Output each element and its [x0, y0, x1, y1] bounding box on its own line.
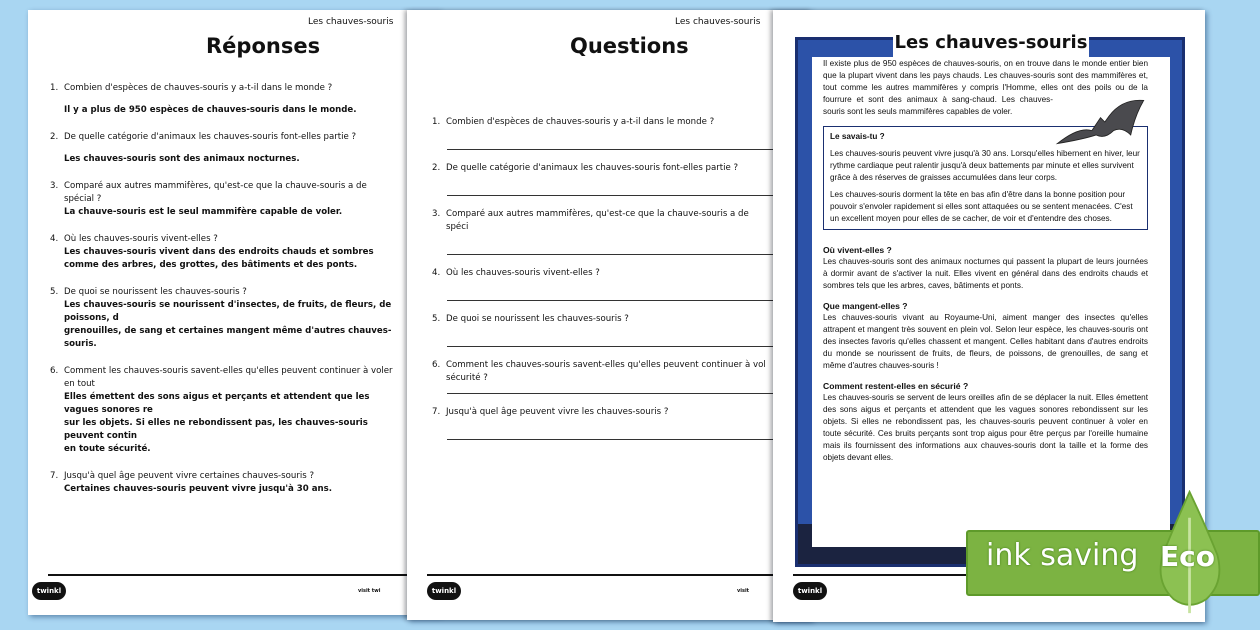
answer-list: [50, 82, 395, 510]
question-text: 1. Combien d'espèces de chauves-souris y a-t-il dans le monde ?: [432, 117, 715, 127]
section-text: Les chauves-souris sont des animaux nocturnes qui passent la plupart de leurs journées à dormir avant de s'activer la nuit. Elles vivent en général dans des endroits chauds et sombres tels que les arbres, caves, bâtiments et ponts.: [823, 257, 1148, 290]
answer-item: [50, 470, 395, 496]
question-item: [432, 208, 767, 255]
page-title: Réponses: [206, 34, 321, 58]
box-paragraph: Les chauves-souris dorment la tête en bas afin d'être dans la bonne position pour pouvoir s'envoler rapidement si elles sont attaquées ou se sentent menacées. C'est un excellent moyen pour elles de se cacher, de voir et d'entendre des choses.: [830, 190, 1133, 223]
question-list: [432, 116, 767, 452]
section-food: [823, 300, 1148, 372]
answer-text: en toute sécurité.: [64, 444, 151, 454]
intro-paragraph: Il existe plus de 950 espèces de chauves-souris, on en trouve dans le monde entier bien que la plupart vivent dans les pays chauds. Les chauves-souris sont des mammifères et, tout comme les autres mammifères y compris l'Homme, elles ont des poils ou de la fourrure et sont des animaux à sang-chaud. Les chauves-souris sont les seuls mammifères capables de voler.: [823, 59, 1148, 116]
answer-item: [50, 233, 395, 272]
answer-line[interactable]: [447, 149, 812, 150]
answer-text: Elles émettent des sons aigus et perçants et attendent que les vagues sonores re: [64, 392, 370, 415]
question-text: 6. Comment les chauves-souris savent-elles qu'elles peuvent continuer à vol: [432, 360, 766, 370]
section-habitat: [823, 244, 1148, 292]
answer-text: Les chauves-souris vivent dans des endroits chauds et sombres: [64, 247, 374, 257]
twinkl-logo: twinkl: [427, 582, 461, 600]
question-text: 6. Comment les chauves-souris savent-elles qu'elles peuvent continuer à voler en tout: [50, 366, 393, 389]
eco-label: Eco: [1160, 540, 1215, 573]
twinkl-logo: twinkl: [32, 582, 66, 600]
question-text: 7. Jusqu'à quel âge peuvent vivre les chauves-souris ?: [432, 407, 669, 417]
answer-line[interactable]: [447, 254, 812, 255]
question-item: [432, 359, 767, 394]
section-heading: Que mangent-elles ?: [823, 301, 908, 311]
ink-saving-label: ink saving: [986, 538, 1139, 573]
answer-line[interactable]: [447, 195, 812, 196]
answer-text: Les chauves-souris sont des animaux nocturnes.: [64, 154, 300, 164]
question-text: 1. Combien d'espèces de chauves-souris y a-t-il dans le monde ?: [50, 83, 333, 93]
question-text: 7. Jusqu'à quel âge peuvent vivre certaines chauves-souris ?: [50, 471, 315, 481]
answer-text: Il y a plus de 950 espèces de chauves-souris dans le monde.: [64, 105, 357, 115]
answer-item: [50, 286, 395, 351]
visit-link[interactable]: visit twi: [358, 588, 381, 594]
answer-item: [50, 365, 395, 456]
question-item: [432, 267, 767, 301]
question-text: 3. Comparé aux autres mammifères, qu'est-ce que la chauve-souris a de spécial ?: [50, 181, 367, 204]
question-item: [432, 406, 767, 440]
answer-text: comme des arbres, des grottes, des bâtiments et des ponts.: [64, 260, 358, 270]
answer-text: La chauve-souris est le seul mammifère capable de voler.: [64, 207, 343, 217]
page-header: Les chauves-souris: [675, 17, 761, 27]
answer-item: [50, 180, 395, 219]
answer-text: grenouilles, de sang et certaines mangent même d'autres chauves-souris.: [64, 326, 392, 349]
questions-page: [407, 10, 812, 620]
text-content: [823, 58, 1148, 464]
section-heading: Où vivent-elles ?: [823, 245, 892, 255]
question-text: 2. De quelle catégorie d'animaux les chauves-souris font-elles partie ?: [50, 132, 357, 142]
answer-line[interactable]: [447, 439, 812, 440]
answer-line[interactable]: [447, 393, 812, 394]
question-text: 5. De quoi se nourissent les chauves-souris ?: [50, 287, 247, 297]
answer-text: Certaines chauves-souris peuvent vivre jusqu'à 30 ans.: [64, 484, 333, 494]
question-text: 2. De quelle catégorie d'animaux les chauves-souris font-elles partie ?: [432, 163, 739, 173]
answer-line[interactable]: [447, 346, 812, 347]
section-heading: Comment restent-elles en sécurié ?: [823, 381, 969, 391]
page-title: Les chauves-souris: [893, 28, 1089, 58]
question-text: 4. Où les chauves-souris vivent-elles ?: [432, 268, 600, 278]
section-text: Les chauves-souris vivant au Royaume-Uni, aiment manger des insectes qu'elles attrapent et mangent très souvent en plein vol. Selon leur espèce, les chauves-souris ont des insectes favoris qu'elles chassent et mangent. Celles habitant dans d'autres endroits du monde se nourissent de fruits, de fleurs, de poissons, de grenouilles, de sang et même d'autres chauves-souris !: [823, 313, 1148, 370]
answer-text: Les chauves-souris se nourissent d'insectes, de fruits, de fleurs, de poissons, d: [64, 300, 392, 323]
question-text: 4. Où les chauves-souris vivent-elles ?: [50, 234, 218, 244]
answer-item: [50, 131, 395, 166]
question-item: [432, 162, 767, 196]
visit-link[interactable]: visit: [737, 588, 750, 594]
box-paragraph: Les chauves-souris peuvent vivre jusqu'à 30 ans. Lorsqu'elles hibernent en hiver, leur rythme cardiaque peut ralentir jusqu'à deux battements par minute et elles survivent grâce à des réserves de graisses accumulées dans leur corps.: [830, 149, 1140, 182]
question-text: 5. De quoi se nourissent les chauves-souris ?: [432, 314, 629, 324]
box-title: Le savais-tu ?: [830, 132, 885, 141]
footer-line: [48, 574, 440, 576]
bat-illustration: [1053, 96, 1148, 148]
page-title: Questions: [570, 34, 689, 58]
twinkl-logo: twinkl: [793, 582, 827, 600]
answer-text: sur les objets. Si elles ne rebondissent pas, les chauves-souris peuvent contin: [64, 418, 368, 441]
question-text: sécurité ?: [446, 373, 488, 383]
question-item: [432, 116, 767, 150]
section-safety: [823, 380, 1148, 464]
section-text: Les chauves-souris se servent de leurs oreilles afin de se déplacer la nuit. Elles émettent des sons aigus et perçants et attendent que les vagues sonores rebondissent sur les objets. Si elles ne rebondissent pas, les chauves-souris peuvent continuer à voler en toute sécurité. Ces bruits perçants sont trop aigus pour être perçus par l'oreille humaine mais ils fournissent des informations aux chauves-souris dont la taille et la forme des objets devant elles.: [823, 393, 1148, 462]
answer-item: [50, 82, 395, 117]
answers-page: [28, 10, 440, 615]
footer-line: [427, 574, 807, 576]
question-text: 3. Comparé aux autres mammifères, qu'est-ce que la chauve-souris a de spéci: [432, 209, 749, 232]
answer-line[interactable]: [447, 300, 812, 301]
question-item: [432, 313, 767, 347]
page-header: Les chauves-souris: [308, 17, 394, 27]
